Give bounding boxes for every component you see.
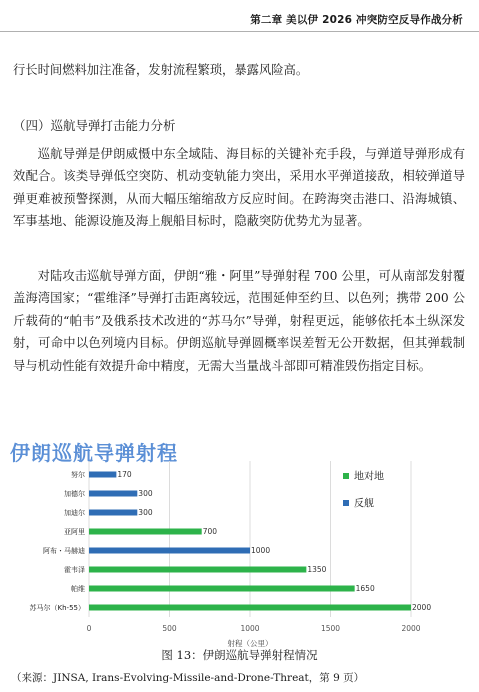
bar	[89, 491, 137, 497]
legend-swatch	[343, 500, 349, 506]
data-label: 300	[138, 489, 153, 498]
bar	[89, 586, 355, 592]
category-label: 加迪尔	[64, 509, 85, 517]
bar	[89, 472, 116, 478]
category-label: 努尔	[71, 471, 85, 479]
category-label: 帕维	[71, 585, 85, 593]
figure-source: （来源：JINSA, Irans-Evolving-Missile-and-Drone-Threat，第 9 页）	[11, 672, 365, 684]
x-tick-label: 1500	[320, 624, 341, 633]
chart-title: 伊朗巡航导弹射程	[10, 441, 178, 465]
bar	[89, 605, 411, 611]
section-heading: （四）巡航导弹打击能力分析	[13, 118, 176, 133]
bar	[89, 548, 250, 554]
data-label: 2000	[412, 603, 432, 612]
paragraph-cruise-missile-overview	[13, 143, 465, 233]
legend-swatch	[343, 473, 349, 479]
paragraph-continuation: 行长时间燃料加注准备，发射流程繁琐，暴露风险高。	[13, 63, 309, 77]
category-label: 加德尔	[64, 490, 85, 498]
range-chart	[0, 425, 479, 648]
paragraph-land-attack-missiles	[13, 265, 465, 377]
x-tick-label: 2000	[401, 624, 421, 633]
bar	[89, 567, 306, 573]
header-divider	[0, 31, 479, 32]
figure-caption: 图 13：伊朗巡航导弹射程情况	[161, 648, 318, 662]
chart-plot	[0, 425, 479, 648]
data-label: 1350	[307, 565, 327, 574]
paragraph-text: 巡航导弹是伊朗威慑中东全域陆、海目标的关键补充手段，与弹道导弹形成有效配合。该类导弹低空突防、机动变轨能力突出，采用水平弹道接敌，相较弹道导弹更难被预警探测，从而大幅压缩缩敌方反应时间。在跨海突击港口、沿海城镇、军事基地、能源设施及海上舰船目标时，隐蔽突防优势尤为显著。	[13, 147, 465, 229]
legend-label: 反舰	[354, 498, 374, 510]
bar	[89, 510, 137, 516]
x-axis-label: 射程（公里）	[227, 639, 273, 648]
data-label: 1650	[355, 584, 375, 593]
category-label: 苏马尔（Kh-55）	[29, 604, 85, 612]
paragraph-text: 对陆攻击巡航导弹方面，伊朗“雅・阿里”导弹射程 700 公里，可从南部发射覆盖海湾国家；“霍维泽”导弹打击距离较远，范围延伸至约旦、以色列；携带 200 公斤载荷的“帕韦”及俄系技术改进的“苏马尔”导弹，射程更远，能够依托本土纵深发射，可命中以色列境内目标。伊朗巡航导弹圆概率误差暂无公开数据，但其弹载制导与机动性能有效提升命中精度，无需大当量战斗部即可精准毁伤指定目标。	[13, 269, 465, 373]
x-tick-label: 500	[162, 624, 177, 633]
data-label: 170	[117, 470, 132, 479]
x-tick-label: 1000	[240, 624, 260, 633]
data-label: 300	[138, 508, 153, 517]
legend-label: 地对地	[354, 471, 384, 483]
bar	[89, 529, 202, 535]
x-tick-label: 0	[86, 624, 92, 633]
data-label: 700	[202, 527, 218, 536]
category-label: 亚阿里	[64, 528, 85, 536]
category-label: 阿布・马赫迪	[43, 547, 85, 555]
chapter-header: 第二章 美以伊 2026 冲突防空反导作战分析	[250, 14, 463, 26]
data-label: 1000	[251, 546, 271, 555]
category-label: 霍韦泽	[64, 566, 85, 574]
